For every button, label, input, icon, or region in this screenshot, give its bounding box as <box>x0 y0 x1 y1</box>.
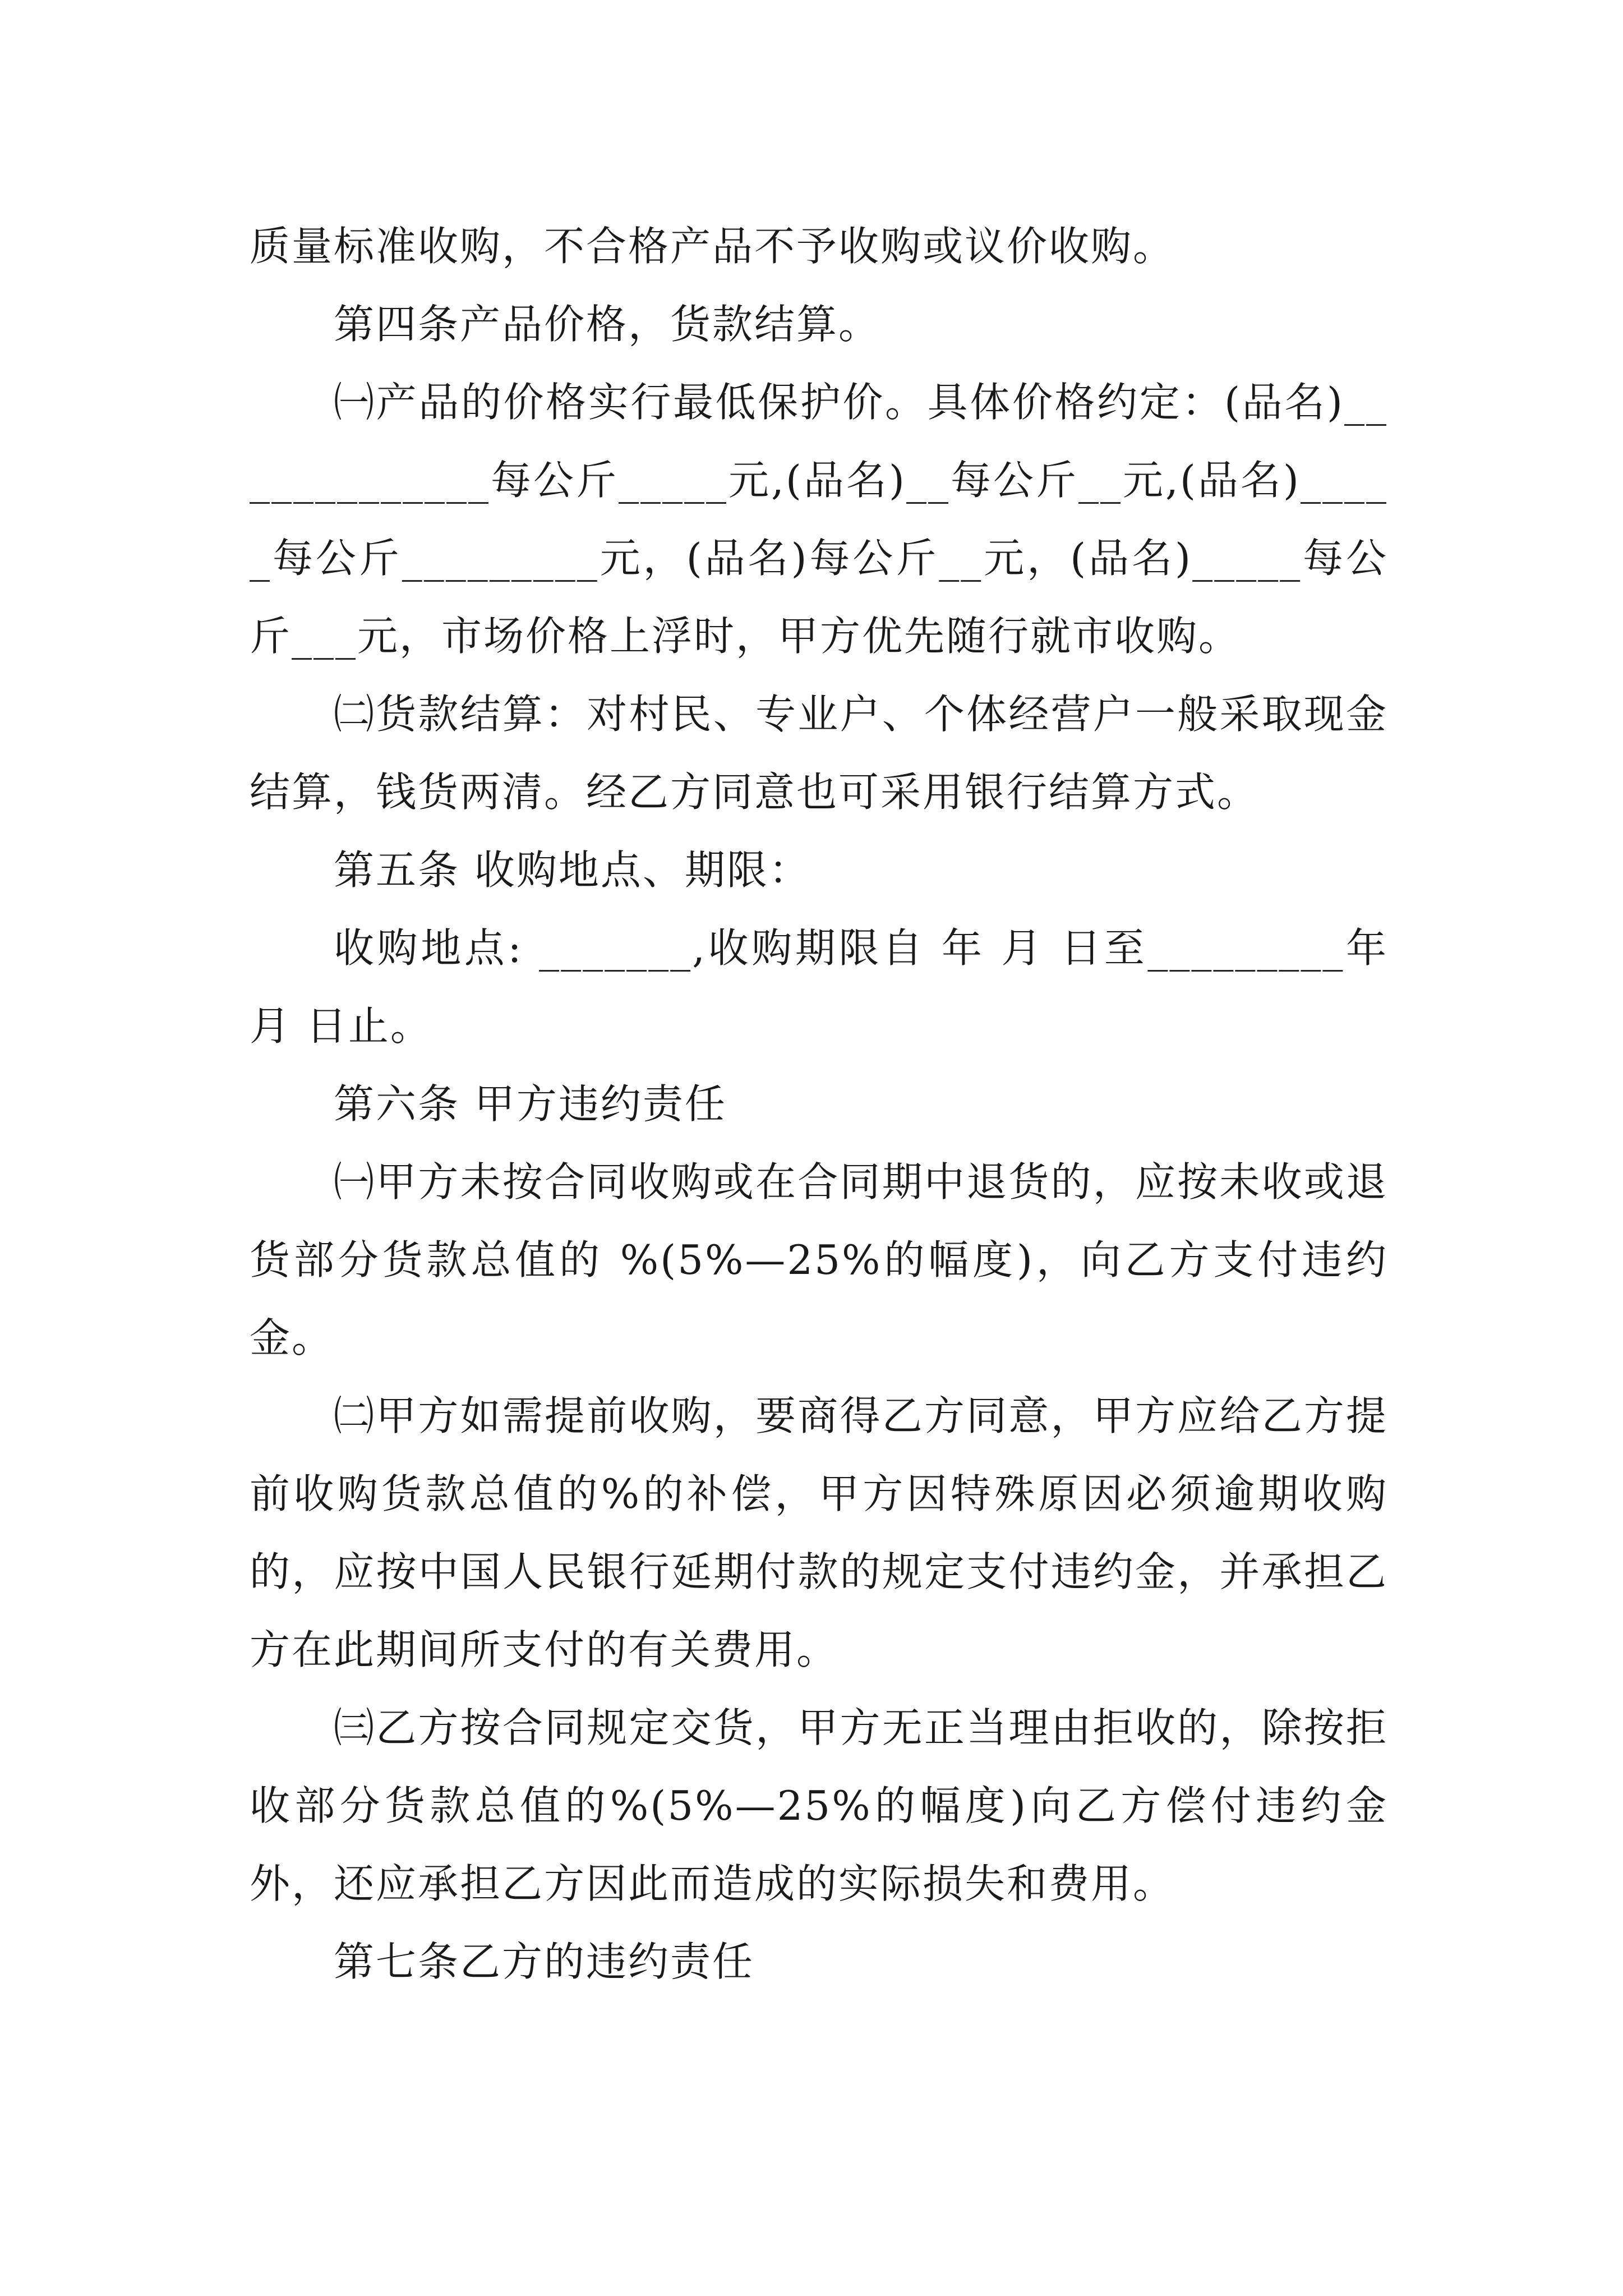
paragraph-quality-standard: 质量标准收购，不合格产品不予收购或议价收购。 <box>250 223 1175 270</box>
article-5-heading: 第五条 收购地点、期限： <box>334 846 811 894</box>
article-7-heading: 第七条乙方的违约责任 <box>334 1938 755 1985</box>
article-6-heading: 第六条 甲方违约责任 <box>334 1080 727 1128</box>
paragraph-price-agreement: ㈠产品的价格实行最低保护价。具体价格约定：(品名)_____________每公斤_____元,(品名)__每公斤__元,(品名)_____每公斤_________元，(品名)每公斤__元，(品名)_____每公斤___元，市场价格上浮时，甲方优先随行就市收购。 <box>250 379 1388 660</box>
paragraph-payment-settlement: ㈡货款结算：对村民、专业户、个体经营户一般采取现金结算，钱货两清。经乙方同意也可采用银行结算方式。 <box>250 691 1388 816</box>
paragraph-party-a-breach-1: ㈠甲方未按合同收购或在合同期中退货的，应按未收或退货部分货款总值的 %(5%—25%的幅度)，向乙方支付违约金。 <box>250 1158 1388 1361</box>
paragraph-party-a-breach-2: ㈡甲方如需提前收购，要商得乙方同意，甲方应给乙方提前收购货款总值的%的补偿，甲方因特殊原因必须逾期收购的，应按中国人民银行延期付款的规定支付违约金，并承担乙方在此期间所支付的有关费用。 <box>250 1392 1388 1673</box>
document-body <box>250 208 1403 2001</box>
paragraph-purchase-location: 收购地点: _______,收购期限自 年 月 日至_________年 月 日止。 <box>250 924 1403 1050</box>
paragraph-party-a-breach-3: ㈢乙方按合同规定交货，甲方无正当理由拒收的，除按拒收部分货款总值的%(5%—25%的幅度)向乙方偿付违约金外，还应承担乙方因此而造成的实际损失和费用。 <box>250 1704 1388 1907</box>
article-4-heading: 第四条产品价格，货款结算。 <box>334 301 881 348</box>
